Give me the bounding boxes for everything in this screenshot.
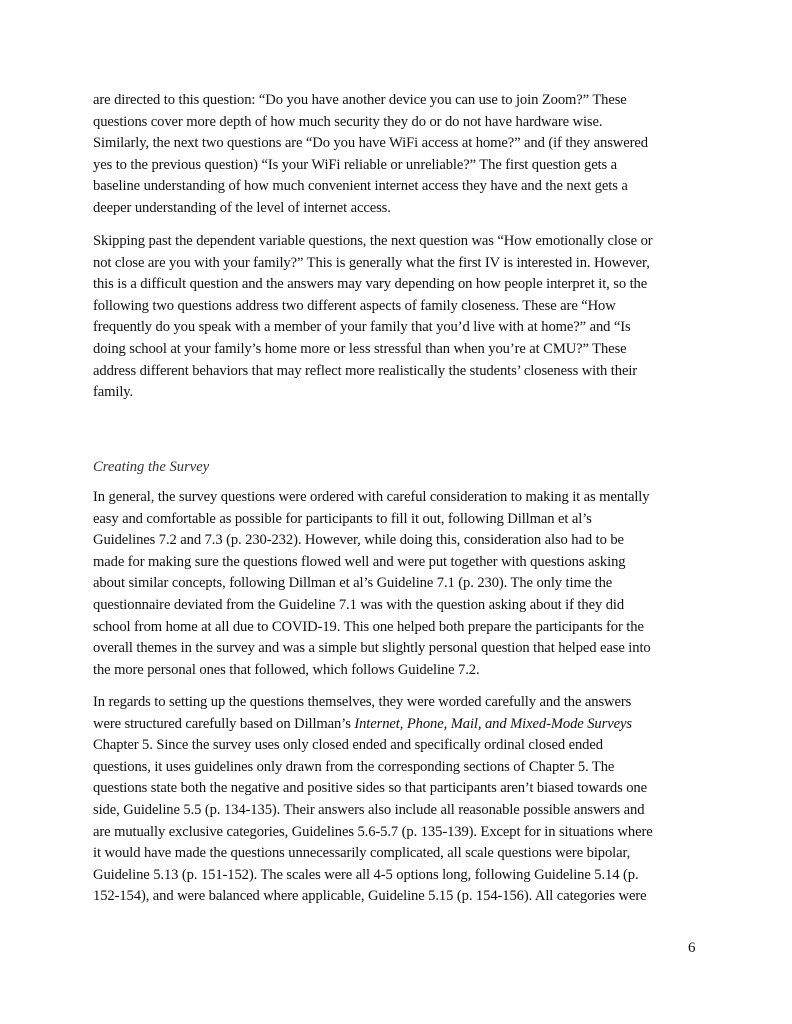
text-line: following two questions address two different aspects of family closeness. These are “How: [93, 297, 616, 314]
text-line: questions, it uses guidelines only drawn from the corresponding sections of Chapter 5. The: [93, 758, 615, 775]
text-line: doing school at your family’s home more or less stressful than when you’re at CMU?” These: [93, 340, 627, 357]
text-line: baseline understanding of how much convenient internet access they have and the next gets a: [93, 178, 628, 195]
text-line: are mutually exclusive categories, Guidelines 5.6-5.7 (p. 135-139). Except for in situations where: [93, 823, 653, 840]
text-line: school from home at all due to COVID-19. This one helped both prepare the participants for the: [93, 618, 644, 635]
text-line: overall themes in the survey and was a simple but slightly personal question that helped ease into: [93, 640, 651, 657]
text-line: family.: [93, 384, 134, 401]
text-line: Guideline 5.13 (p. 151-152). The scales were all 4-5 options long, following Guideline 5.14 (p.: [93, 866, 639, 883]
text-line: not close are you with your family?” This is generally what the first IV is interested in. However,: [93, 254, 650, 271]
text-line: questions state both the negative and positive sides so that participants aren’t biased towards one: [93, 780, 647, 797]
text-fragment: were structured carefully based on Dillman’s: [93, 715, 355, 732]
book-title: Internet, Phone, Mail, and Mixed-Mode Surveys: [354, 715, 632, 732]
text-line: [93, 714, 703, 736]
text-line: it would have made the questions unnecessarily complicated, all scale questions were bipolar,: [93, 845, 631, 862]
page-number: 6: [688, 940, 696, 956]
text-line: frequently do you speak with a member of your family that you’d live with at home?” and “Is: [93, 319, 631, 336]
text-line: Similarly, the next two questions are “Do you have WiFi access at home?” and (if they answered: [93, 135, 648, 152]
text-line: address different behaviors that may reflect more realistically the students’ closeness with their: [93, 362, 638, 379]
text-line: questions cover more depth of how much security they do or do not have hardware wise.: [93, 113, 603, 130]
text-line: side, Guideline 5.5 (p. 134-135). Their answers also include all reasonable possible answers and: [93, 801, 645, 818]
paragraph-family-closeness-questions: [93, 231, 703, 404]
text-line: made for making sure the questions flowed well and were put together with questions asking: [93, 553, 626, 570]
text-line: 152-154), and were balanced where applicable, Guideline 5.15 (p. 154-156). All categories were: [93, 888, 647, 905]
text-line: Guidelines 7.2 and 7.3 (p. 230-232). However, while doing this, consideration also had to be: [93, 532, 624, 549]
text-line: questionnaire deviated from the Guideline 7.1 was with the question asking about if they did: [93, 596, 625, 613]
text-line: about similar concepts, following Dillman et al’s Guideline 7.1 (p. 230). The only time the: [93, 575, 613, 592]
text-line: Chapter 5. Since the survey uses only closed ended and specifically ordinal closed ended: [93, 737, 603, 754]
text-line: easy and comfortable as possible for participants to fill it out, following Dillman et al’s: [93, 510, 592, 527]
section-heading: Creating the Survey: [93, 459, 210, 475]
paragraph-device-wifi-questions: [93, 90, 703, 220]
text-line: this is a difficult question and the answers may vary depending on how people interpret it, so the: [93, 276, 648, 293]
text-line: deeper understanding of the level of internet access.: [93, 199, 391, 216]
text-line: Skipping past the dependent variable questions, the next question was “How emotionally close or: [93, 233, 653, 249]
text-line: the more personal ones that followed, which follows Guideline 7.2.: [93, 661, 480, 678]
text-line: yes to the previous question) “Is your WiFi reliable or unreliable?” The first question gets a: [93, 156, 618, 173]
paragraph-question-ordering: [93, 487, 703, 681]
text-line: are directed to this question: “Do you have another device you can use to join Zoom?” These: [93, 92, 627, 108]
text-line: In regards to setting up the questions themselves, they were worded carefully and the answers: [93, 694, 632, 710]
text-line: In general, the survey questions were ordered with careful consideration to making it as mentally: [93, 489, 650, 505]
paragraph-question-wording: [93, 692, 703, 908]
